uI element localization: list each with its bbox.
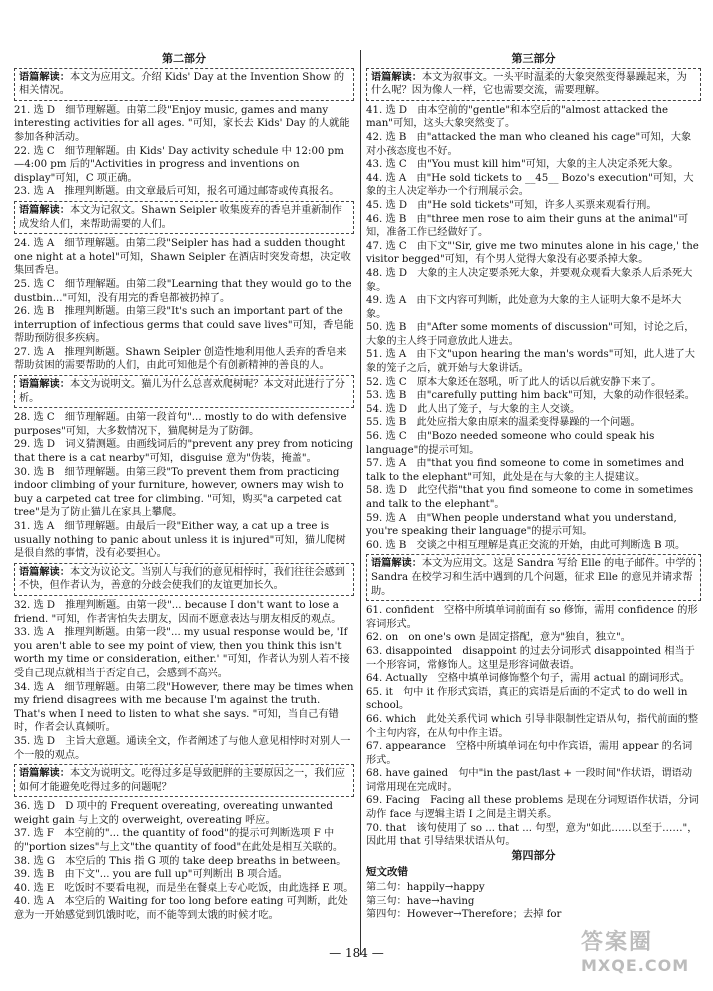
answer-item: 33. 选 A 推理判断题。由第一段"... my usual response would be, 'If you aren't able to see my point of view, then you think this isn't worth my time or consideration, either.' "可知，作者认为别人若不接受自己现点就相当于否定自己，会感到不高兴。 bbox=[14, 627, 350, 679]
answer-item: 69. Facing Facing all these problems 是现在分词短语作状语，分词动作 face 与逻辑主语 I 之间是主谓关系。 bbox=[366, 795, 699, 821]
answer-item: 47. 选 C 由下文"'Sir, give me two minutes alone in his cage,' the visitor begged"可知，有个男人觉得大象没有必要杀掉大象。 bbox=[366, 240, 699, 266]
answer-item: 57. 选 A 由"that you find someone to come in sometimes and talk to the elephant"可知，此处是在与大象的主人提建议。 bbox=[366, 458, 685, 483]
answer-item: 37. 选 F 本空前的"... the quantity of food"的提示可判断选项 F 中的"portion sizes"与上文"the quantity of food"在此处是相互关联的。 bbox=[14, 828, 344, 854]
answer-item: 54. 选 D 此人出了笼子，与大象的主人交谈。 bbox=[366, 403, 581, 415]
answer-item: 68. have gained 句中"in the past/last + 一段时间"作状语，谓语动词常用现在完成时。 bbox=[366, 768, 693, 793]
answer-item: 23. 选 A 推理判断题。由文章最后可知，报名可通过邮寄或传真报名。 bbox=[14, 186, 340, 198]
answer-item: 35. 选 D 主旨大意题。通读全文，作者阐述了与他人意见相悖时对别人一个一般的观点。 bbox=[14, 735, 351, 761]
answer-item: 62. on on one's own 是固定搭配，意为"独自，独立"。 bbox=[366, 632, 631, 644]
answer-item: 44. 选 A 由"He sold tickets to __45__ Bozo's execution"可知，大象的主人决定举办一个行刑展示会。 bbox=[366, 172, 694, 198]
answer-item: 43. 选 C 由"You must kill him"可知，大象的主人决定杀死大象。 bbox=[366, 159, 679, 171]
answer-item: 61. confident 空格中所填单词前面有 so 修饰，需用 confidence 的形容词形式。 bbox=[366, 605, 698, 630]
answer-item: 46. 选 B 由"three men rose to aim their guns at the animal"可知，准备工作已经做好了。 bbox=[366, 213, 689, 239]
answer-item: 25. 选 C 细节理解题。由第二段"Learning that they would go to the dustbin..."可知，没有用完的香皂都被扔掉了。 bbox=[14, 278, 352, 304]
answer-item: 48. 选 D 大象的主人决定要杀死大象，并要观众观看大象杀人后杀死大象。 bbox=[366, 267, 693, 293]
answer-item: 34. 选 A 细节理解题。由第二段"However, there may be times when my friend disagrees with me because I'm against the truth. That's when I need to listen to what she says. "可知，当自己有错时，作者会认真倾听。 bbox=[14, 681, 354, 734]
answer-item: 63. disappointed disappoint 的过去分词形式 disappointed 相当于一个形容词，常修饰人。这里是形容词做表语。 bbox=[366, 645, 695, 671]
passage-analysis-box: 语篇解读：本文为说明文。吃得过多是导致肥胖的主要原因之一，我们应如何才能避免吃得过多的问题呢？ bbox=[14, 764, 354, 797]
left-column bbox=[14, 52, 354, 923]
answer-item: 55. 选 B 此处应指大象由原来的温柔变得暴躁的一个问题。 bbox=[366, 417, 641, 429]
passage-analysis-box: 语篇解读：本文为记叙文。Shawn Seipler 收集废弃的香皂并重新制作成发给人们，来帮助需要的人们。 bbox=[14, 201, 354, 234]
passage-analysis-box: 语篇解读：本文为议论文。当别人与我们的意见相悖时，我们往往会感到不快，但作者认为，善意的分歧会使我们的友谊更加长久。 bbox=[14, 563, 354, 596]
answer-item: 39. 选 B 由下文"... you are full up"可判断出 B 项合适。 bbox=[14, 869, 288, 881]
answer-item: 53. 选 B 由"carefully putting him back"可知，大象的动作很轻柔。 bbox=[366, 390, 695, 402]
site-watermark bbox=[581, 930, 699, 982]
answer-item: 70. that 该句使用了 so ... that ... 句型，意为"如此……以至于……"，因此用 that 引导结果状语从句。 bbox=[366, 822, 698, 848]
answer-item: 40. 选 E 吃饭时不要看电视，而是坐在餐桌上专心吃饭，由此选择 E 项。 bbox=[14, 882, 354, 894]
passage-analysis-box: 语篇解读：本文为应用文。介绍 Kids' Day at the Invention Show 的相关情况。 bbox=[14, 68, 354, 101]
answer-item: 58. 选 D 此空代指"that you find someone to come in sometimes and talk to the elephant"。 bbox=[366, 485, 694, 510]
answer-item: 36. 选 D D 项中的 Frequent overeating, overeating unwanted weight gain 与上文的 overweight, overeating 呼应。 bbox=[14, 801, 333, 826]
answer-item: 66. which 此处关系代词 which 引导非限制性定语从句，指代前面的整个主句内容，在从句中作主语。 bbox=[366, 713, 699, 739]
right-column bbox=[366, 52, 701, 922]
answer-item: 28. 选 C 细节理解题。由第一段首句"... mostly to do with defensive purposes"可知，大多数情况下，猫爬树是为了防御。 bbox=[14, 412, 347, 437]
error-correction-heading: 短文改错 bbox=[366, 866, 408, 879]
part-four-title: 第四部分 bbox=[511, 848, 556, 862]
answer-item: 51. 选 A 由下文"upon hearing the man's words"可知，此人进了大象的笼子之后，就开始与大象讲话。 bbox=[366, 349, 695, 375]
answer-item: 32. 选 D 推理判断题。由第一段"... because I don't want to lose a friend. "可知，作者害怕失去朋友，因而不愿意表达与朋友相反的观点。 bbox=[14, 599, 342, 625]
answer-item: 26. 选 B 推理判断题。由第三段"It's such an important part of the interruption of infectious germs that could save lives"可知，香皂能帮助预防很多疾病。 bbox=[14, 306, 354, 345]
answer-item: 49. 选 A 由下文内容可判断，此处意为大象的主人证明大象不是坏大象。 bbox=[366, 295, 682, 320]
answer-item: 31. 选 A 细节理解题。由最后一段"Either way, a cat up a tree is usually nothing to panic about unless it is injured"可知，猫儿爬树是很自然的事情，没有必要担心。 bbox=[14, 521, 346, 560]
passage-analysis-box: 语篇解读：本文为叙事文。一头平时温柔的大象突然变得暴躁起来，为什么呢？因为像人一样，它也需要交流，需要理解。 bbox=[366, 68, 701, 101]
answer-item: 21. 选 D 细节理解题。由第二段"Enjoy music, games and many interesting activities for all ages. "可知，家长去 Kids' Day 的人就能参加各种活动。 bbox=[14, 104, 350, 143]
answer-item: 60. 选 B 交谈之中相互理解是真正交流的开始，由此可判断选 B 项。 bbox=[366, 539, 686, 551]
part-three-title: 第三部分 bbox=[511, 52, 556, 65]
answer-item: 45. 选 D 由"He sold tickets"可知，许多人买票来观看行刑。 bbox=[366, 199, 657, 211]
watermark-logo-text: 答案圈 bbox=[581, 930, 654, 955]
watermark-url: MXQE.COM bbox=[581, 956, 690, 975]
answer-item: 67. appearance 空格中所填单词在句中作宾语，需用 appear 的名词形式。 bbox=[366, 741, 693, 766]
answer-item: 29. 选 D 词义猜测题。由画线词后的"prevent any prey from noticing that there is a cat nearby"可知，disguise 意为"伪装，掩盖"。 bbox=[14, 439, 354, 465]
correction-line: 第二句：happily→happy bbox=[366, 882, 485, 894]
part-two-title: 第二部分 bbox=[162, 52, 206, 65]
correction-line: 第四句：However→Therefore；去掉 for bbox=[366, 909, 562, 921]
answer-item: 52. 选 C 原本大象还在怒吼，听了此人的话以后就安静下来了。 bbox=[366, 376, 662, 388]
page-number: — 184 — bbox=[329, 946, 384, 960]
answer-item: 27. 选 A 推理判断题。Shawn Seipler 创造性地利用他人丢弃的香皂来帮助贫困的需要帮助的人们，由此可知他是个有创新精神的善良的人。 bbox=[14, 346, 347, 372]
passage-analysis-box: 语篇解读：本文为说明文。猫儿为什么总喜欢爬树呢？本文对此进行了分析。 bbox=[14, 375, 354, 408]
answer-item: 30. 选 B 细节理解题。由第三段"To prevent them from practicing indoor climbing of your furniture, however, owners may wish to buy a carpeted cat tree for climbing. "可知，购买"a carpeted cat tree"是为了防止猫儿在家具上攀爬。 bbox=[14, 466, 344, 519]
answer-item: 42. 选 B 由"attacked the man who cleaned his cage"可知，大象对小孩态度也不好。 bbox=[366, 131, 692, 157]
answer-item: 56. 选 C 由"Bozo needed someone who could speak his language"的提示可知。 bbox=[366, 431, 655, 456]
answer-item: 64. Actually 空格中填单词修饰整个句子，需用 actual 的副词形式。 bbox=[366, 673, 690, 685]
answer-item: 50. 选 B 由"After some moments of discussion"可知，讨论之后，大象的主人终于同意放此人进去。 bbox=[366, 322, 695, 347]
answer-item: 24. 选 A 细节理解题。由第二段"Seipler has had a sudden thought one night at a hotel"可知，Shawn Seipler 在酒店时突发奇想，决定收集回香皂。 bbox=[14, 238, 351, 277]
answer-item: 22. 选 C 细节理解题。由 Kids' Day activity schedule 中 12:00 pm—4:00 pm 后的"Activities in progress and inventions on display"可知，C 项正确。 bbox=[14, 145, 344, 184]
correction-line: 第三句：have→having bbox=[366, 895, 475, 907]
passage-analysis-box: 语篇解读：本文为应用文。这是 Sandra 写给 Elle 的电子邮件。中学的 Sandra 在校学习和生活中遇到的几个问题，征求 Elle 的意见并请求帮助。 bbox=[366, 554, 701, 601]
answer-item: 40. 选 A 本空后的 Waiting for too long before eating 可判断，此处意为一开始感觉到饥饿时吃，而不能等到太饿的时候才吃。 bbox=[14, 896, 348, 922]
answer-item: 38. 选 G 本空后的 This 指 G 项的 take deep breaths in between。 bbox=[14, 855, 347, 867]
answer-item: 41. 选 D 由本空前的"gentle"和本空后的"almost attacked the man"可知，这头大象突然变了。 bbox=[366, 104, 669, 130]
column-divider bbox=[360, 50, 361, 955]
answer-item: 59. 选 A 由"When people understand what you understand, you're speaking their language"的提示可知。 bbox=[366, 512, 677, 538]
answer-item: 65. it 句中 it 作形式宾语，真正的宾语是后面的不定式 to do well in school。 bbox=[366, 686, 688, 712]
